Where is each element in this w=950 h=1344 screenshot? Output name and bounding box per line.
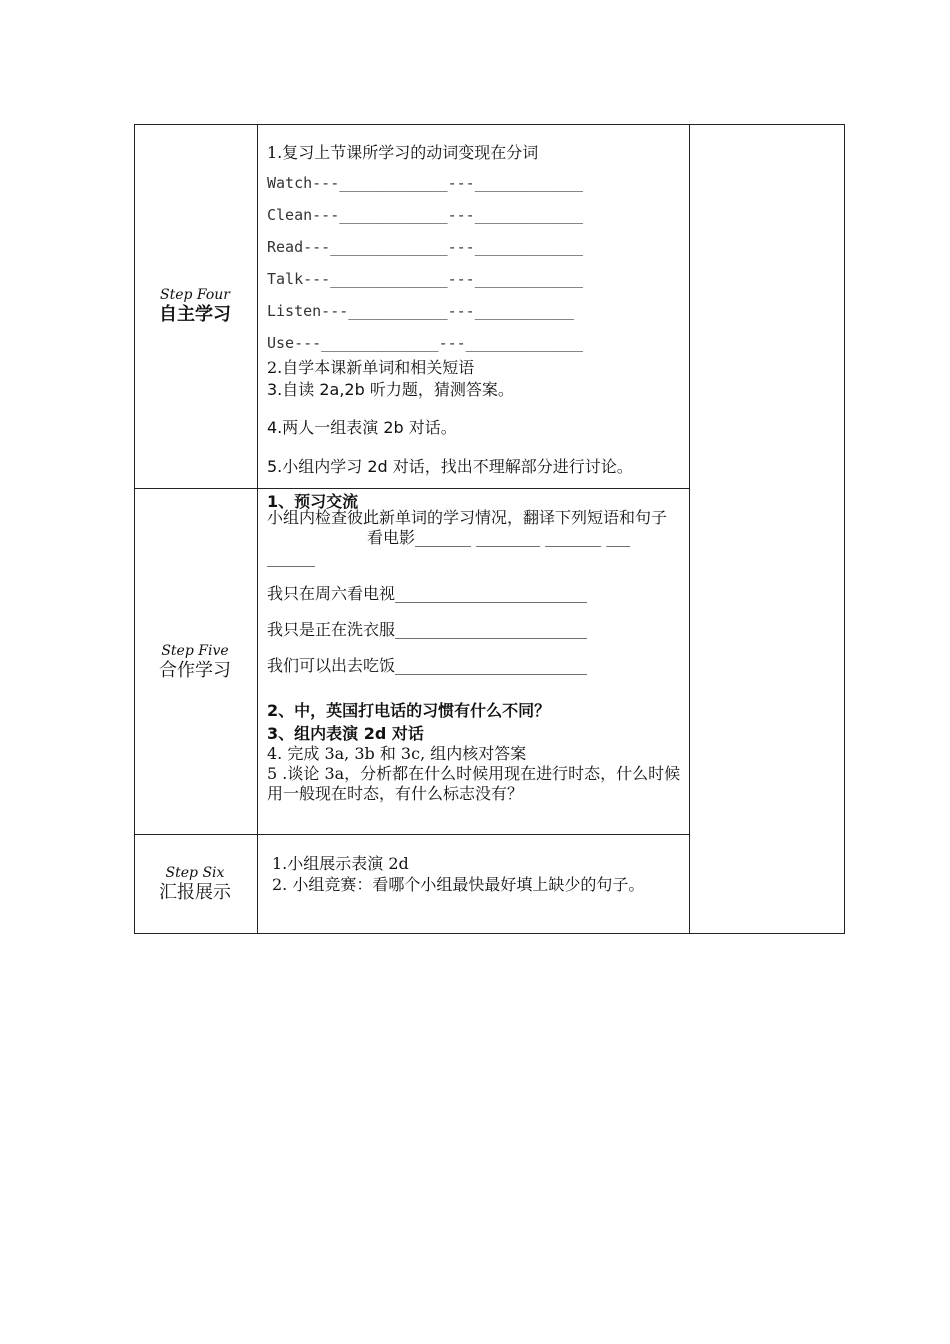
row-divider-1 [134, 488, 690, 489]
column-divider-1 [257, 124, 258, 934]
step-title: 汇报展示 [159, 882, 231, 903]
phrase-movie: 看电影_______ ________ _______ ___ [367, 528, 631, 547]
self-study-task: 2.自学本课新单词和相关短语 [267, 358, 475, 377]
verb-read: Read---_____________---____________ [267, 238, 584, 256]
verb-use: Use---_____________---_____________ [267, 334, 584, 352]
step-six-label [134, 864, 256, 904]
step-four-label [134, 286, 256, 326]
group-show-task: 1.小组展示表演 2d [272, 854, 409, 873]
table-border-top [134, 124, 845, 125]
group-task: 5.小组内学习 2d 对话，找出不理解部分进行讨论。 [267, 457, 633, 476]
step-name: Step Five [161, 643, 229, 659]
table-border-right [844, 124, 845, 934]
row-divider-2 [134, 834, 690, 835]
table-border-left [134, 124, 135, 934]
verb-watch: Watch---____________---____________ [267, 174, 584, 192]
phrase-movie-continued: ______ [267, 548, 315, 567]
review-task: 1.复习上节课所学习的动词变现在分词 [267, 143, 539, 162]
sentence-washing: 我只是正在洗衣服________________________ [267, 620, 588, 639]
table-border-bottom [134, 933, 845, 934]
sentence-watch-tv: 我只在周六看电视________________________ [267, 584, 588, 603]
step-five-label [134, 642, 256, 682]
perform-2d-task: 3、组内表演 2d 对话 [267, 724, 424, 743]
step-name: Step Four [160, 287, 230, 303]
preview-heading: 1、预习交流 [267, 492, 359, 511]
step-title: 合作学习 [159, 660, 231, 681]
discuss-3a-task: 5 .谈论 3a，分析都在什么时候用现在进行时态，什么时候用一般现在时态，有什么标志没有？ [267, 764, 681, 803]
sentence-eat-out: 我们可以出去吃饭________________________ [267, 656, 588, 675]
verb-talk: Talk---_____________---____________ [267, 270, 584, 288]
verb-clean: Clean---____________---____________ [267, 206, 584, 224]
verb-listen: Listen---___________---___________ [267, 302, 575, 320]
step-title: 自主学习 [159, 304, 231, 325]
lesson-plan-table [134, 124, 845, 934]
phone-habits-question: 2、中，英国打电话的习惯有什么不同？ [267, 701, 551, 720]
step-name: Step Six [165, 865, 225, 881]
column-divider-2 [689, 124, 690, 934]
exercise-3abc-task: 4. 完成 3a, 3b 和 3c, 组内核对答案 [267, 744, 527, 763]
check-words-task: 小组内检查彼此新单词的学习情况，翻译下列短语和句子 [267, 508, 668, 527]
group-contest-task: 2. 小组竞赛：看哪个小组最快最好填上缺少的句子。 [272, 875, 645, 894]
pair-task: 4.两人一组表演 2b 对话。 [267, 418, 457, 437]
listening-task: 3.自读 2a,2b 听力题，猜测答案。 [267, 380, 514, 399]
